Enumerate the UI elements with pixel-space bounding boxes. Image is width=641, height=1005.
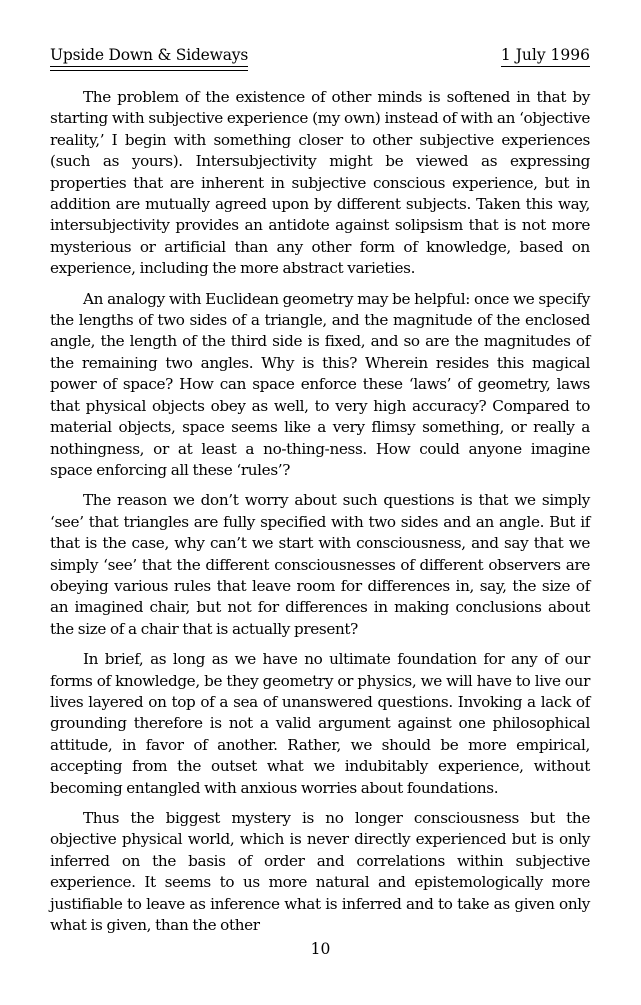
running-header-title: Upside Down & Sideways bbox=[50, 46, 248, 67]
paragraph-in-brief: In brief, as long as we have no ultimate foundation for any of our forms of knowledge, be they geometry or physics, we will have to live our lives layered on top of a sea of unanswered questions. Invoking a lack of grounding therefore is not a valid argument against one philosophical attitude, in favor of another. Rather, we should be more empirical, accepting from the outset what we indubitably experience, without becoming entangled with anxious worries about foundations. bbox=[50, 650, 590, 797]
running-header bbox=[50, 44, 590, 70]
page-number: 10 bbox=[310, 940, 331, 958]
body-text bbox=[50, 87, 590, 936]
document-page bbox=[50, 44, 590, 945]
running-header-date: 1 July 1996 bbox=[501, 46, 590, 67]
paragraph-biggest-mystery: Thus the biggest mystery is no longer consciousness but the objective physical world, which is never directly experienced but is only inferred on the basis of order and correlations within subjective experience. It seems to us more natural and epistemologically more justifiable to leave as inference what is inferred and to take as given only what is given, than the other bbox=[50, 809, 590, 935]
paragraph-euclidean-analogy: An analogy with Euclidean geometry may be helpful: once we specify the lengths of two sides of a triangle, and the magnitude of the enclosed angle, the length of the third side is fixed, and so are the magnitudes of the remaining two angles. Why is this? Wherein resides this magical power of space? How can space enforce these ‘laws’ of geometry, laws that physical objects obey as well, to very high accuracy? Compared to material objects, space seems like a very flimsy something, or really a nothingness, or at least a no-thing-ness. How could anyone imagine space enforcing all these ‘rules’? bbox=[50, 289, 590, 479]
paragraph-other-minds: The problem of the existence of other minds is softened in that by starting with subjective experience (my own) instead of with an ‘objective reality,’ I begin with something closer to other subjective experiences (such as yours). Intersubjectivity might be viewed as expressing properties that are inherent in subjective conscious experience, but in addition are mutually agreed upon by different subjects. Taken this way, intersubjectivity provides an antidote against solipsism that is not more mysterious or artificial than any other form of knowledge, based on experience, including the more abstract varieties. bbox=[50, 88, 590, 278]
paragraph-simply-see: The reason we don’t worry about such questions is that we simply ‘see’ that triangles are fully specified with two sides and an angle. But if that is the case, why can’t we start with consciousness, and say that we simply ‘see’ that the different consciousnesses of different observers are obeying various rules that leave room for differences in, say, the size of an imagined chair, but not for differences in making conclusions about the size of a chair that is actually present? bbox=[50, 491, 590, 638]
